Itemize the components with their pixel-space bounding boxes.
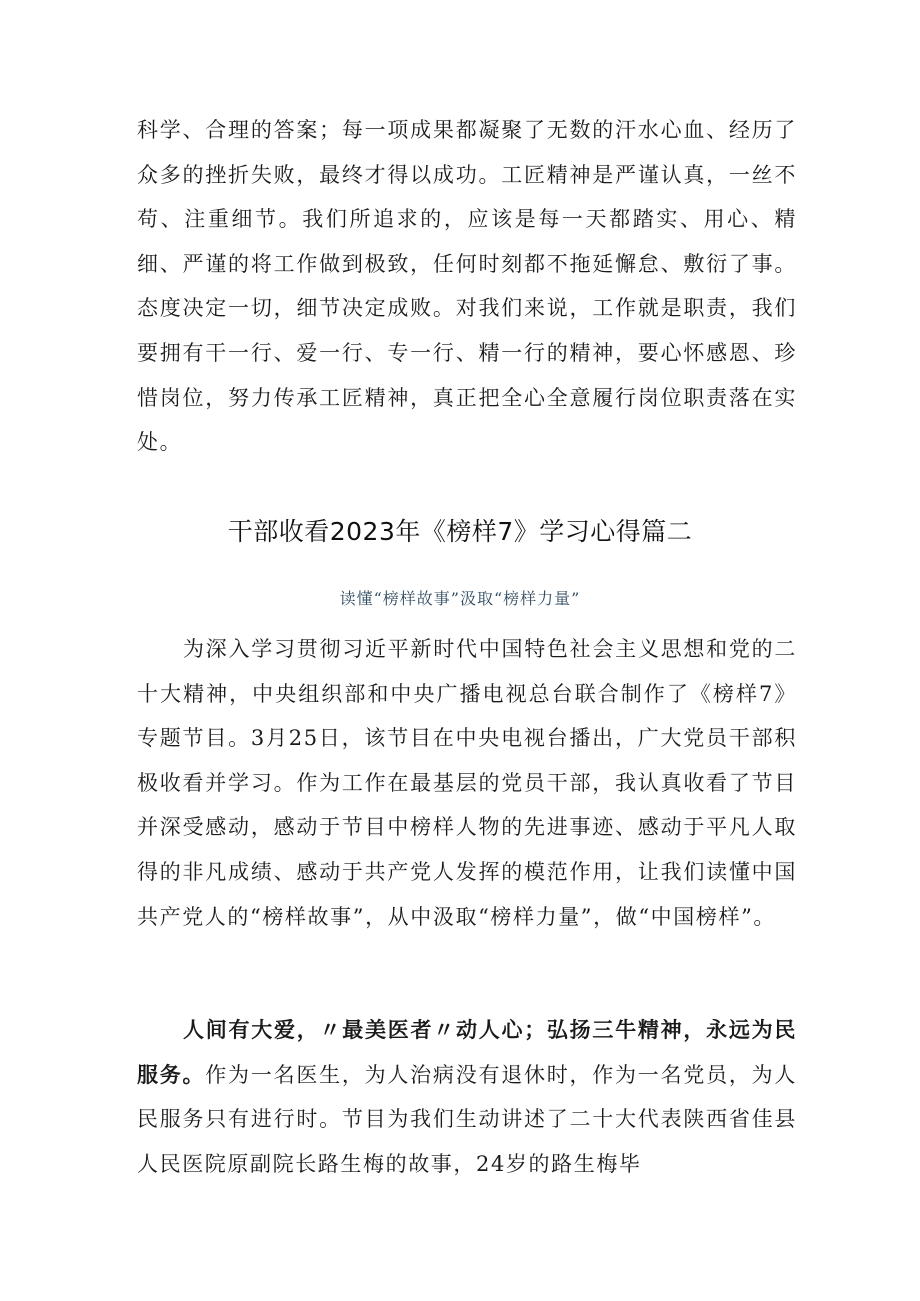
- body-paragraph-1: 科学、合理的答案；每一项成果都凝聚了无数的汗水心血、经历了众多的挫折失败，最终才得以成功。工匠精神是严谨认真，一丝不苟、注重细节。我们所追求的，应该是每一天都踏实、用心、精细、严谨的将工作做到极致，任何时刻都不拖延懈怠、敷衍了事。态度决定一切，细节决定成败。对我们来说，工作就是职责，我们要拥有干一行、爱一行、专一行、精一行的精神，要心怀感恩、珍惜岗位，努力传承工匠精神，真正把全心全意履行岗位职责落在实处。: [137, 118, 797, 455]
- body-paragraph-3: [137, 1008, 797, 1186]
- section-subheading: 读懂“榜样故事”汲取“榜样力量”: [339, 589, 581, 608]
- paragraph-3-text: 作为一名医生，为人治病没有退休时，作为一名党员，为人民服务只有进行时。节目为我们生动讲述了二十大代表陕西省佳县人民医院原副院长路生梅的故事，24岁的路生梅毕: [137, 1062, 797, 1176]
- body-paragraph-2: 为深入学习贯彻习近平新时代中国特色社会主义思想和党的二十大精神，中央组织部和中央广播电视总台联合制作了《榜样7》专题节目。3月25日，该节目在中央电视台播出，广大党员干部积极收看并学习。作为工作在最基层的党员干部，我认真收看了节目并深受感动，感动于节目中榜样人物的先进事迹、感动于平凡人取得的非凡成绩、感动于共产党人发挥的模范作用，让我们读懂中国共产党人的“榜样故事”，从中汲取“榜样力量”，做“中国榜样”。: [137, 637, 797, 929]
- paragraph-3-bold-lead: 人间有大爱，〃最美医者〃动人心；弘扬三牛精神，永远为民服务。: [137, 1017, 797, 1087]
- section-heading: 干部收看2023年《榜样7》学习心得篇二: [227, 517, 693, 546]
